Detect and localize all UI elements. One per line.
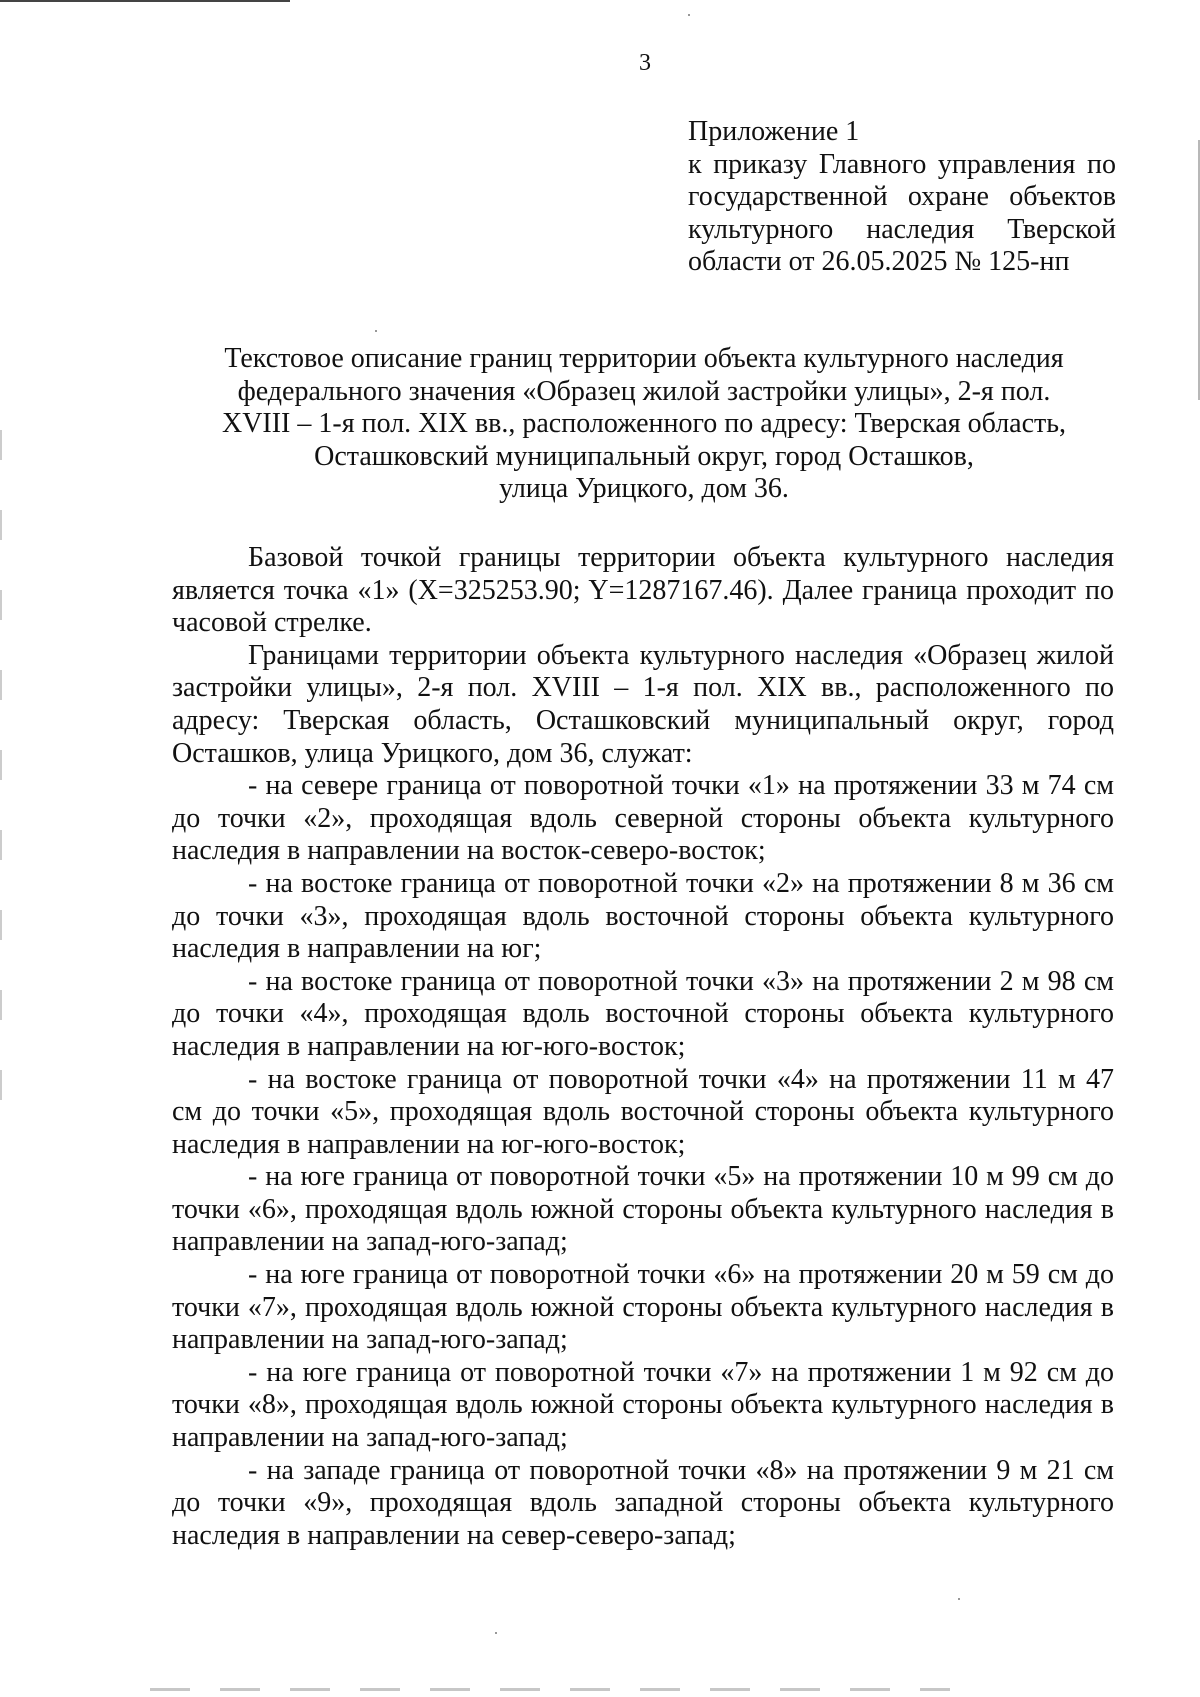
title-line: федерального значения «Образец жилой застройки улицы», 2-я пол. [237,375,1051,407]
list-item-line: точки «6», проходящая вдоль южной стороны объекта культурного наследия в [172,1193,1114,1225]
list-item-line: - на востоке граница от поворотной точки «3» на протяжении 2 м 98 см [248,965,1114,997]
scan-edge-left [0,430,2,1130]
list-item-line: - на юге граница от поворотной точки «6» на протяжении 20 м 59 см до [248,1259,1114,1291]
scan-dust [688,14,690,16]
list-item-line: - на севере граница от поворотной точки «1» на протяжении 33 м 74 см [248,770,1114,802]
list-item-line: - на юге граница от поворотной точки «7» на протяжении 1 м 92 см до [248,1356,1114,1388]
title-line: Текстовое описание границ территории объекта культурного наследия [224,343,1064,374]
list-item-line: см до точки «5», проходящая вдоль восточной стороны объекта культурного [172,1096,1114,1128]
appendix-line: Приложение 1 [688,116,860,147]
list-item-line: точки «8», проходящая вдоль южной стороны объекта культурного наследия в [172,1389,1114,1421]
list-item-line: наследия в направлении на север-северо-запад; [172,1519,736,1551]
body-line: часовой стрелке. [172,607,372,639]
title-line: Осташковский муниципальный округ, город Осташков, [314,440,974,472]
list-item-line: до точки «9», проходящая вдоль западной стороны объекта культурного [172,1487,1114,1519]
list-item-line: наследия в направлении на юг-юго-восток; [172,1030,686,1062]
list-item-line: - на западе граница от поворотной точки «8» на протяжении 9 м 21 см [248,1454,1114,1486]
appendix-header [688,116,1116,279]
appendix-line: государственной охране объектов [688,181,1116,212]
list-item-line: наследия в направлении на юг; [172,933,542,965]
list-item-line: до точки «2», проходящая вдоль северной стороны объекта культурного [172,802,1114,834]
scan-dust [958,1598,960,1600]
body-line: является точка «1» (X=325253.90; Y=1287167.46). Далее граница проходит по [172,574,1114,606]
scan-edge-top [0,0,290,2]
list-item-line: до точки «3», проходящая вдоль восточной стороны объекта культурного [172,900,1114,932]
title-line: улица Урицкого, дом 36. [499,473,789,504]
body-line: адресу: Тверская область, Осташковский муниципальный округ, город [172,704,1114,736]
list-item-line: точки «7», проходящая вдоль южной стороны объекта культурного наследия в [172,1291,1114,1323]
title-line: XVIII – 1-я пол. XIX вв., расположенного по адресу: Тверская область, [221,408,1067,439]
list-item-line: направлении на запад-юго-запад; [172,1226,568,1258]
document-body [172,542,1114,1552]
body-line: Границами территории объекта культурного наследия «Образец жилой [248,639,1114,671]
page-number: 3 [639,50,651,76]
appendix-line: к приказу Главного управления по [688,148,1116,180]
body-line: Базовой точкой границы территории объекта культурного наследия [248,542,1114,573]
list-item-line: - на юге граница от поворотной точки «5» на протяжении 10 м 99 см до [248,1161,1114,1193]
document-title [170,343,1118,506]
scan-edge-bottom [150,1688,950,1691]
list-item-line: до точки «4», проходящая вдоль восточной стороны объекта культурного [172,998,1114,1030]
body-line: Осташков, улица Урицкого, дом 36, служат: [172,737,693,769]
list-item-line: - на востоке граница от поворотной точки «4» на протяжении 11 м 47 [248,1063,1114,1095]
appendix-line: области от 26.05.2025 № 125-нп [688,246,1070,277]
list-item-line: наследия в направлении на восток-северо-восток; [172,835,766,867]
list-item-line: направлении на запад-юго-запад; [172,1422,568,1454]
list-item-line: наследия в направлении на юг-юго-восток; [172,1128,686,1160]
appendix-line: культурного наследия Тверской [688,213,1116,245]
scan-dust [495,1632,497,1634]
list-item-line: - на востоке граница от поворотной точки «2» на протяжении 8 м 36 см [248,867,1114,899]
scan-dust [375,330,377,332]
list-item-line: направлении на запад-юго-запад; [172,1324,568,1356]
body-line: застройки улицы», 2-я пол. XVIII – 1-я пол. XIX вв., расположенного по [172,672,1114,704]
